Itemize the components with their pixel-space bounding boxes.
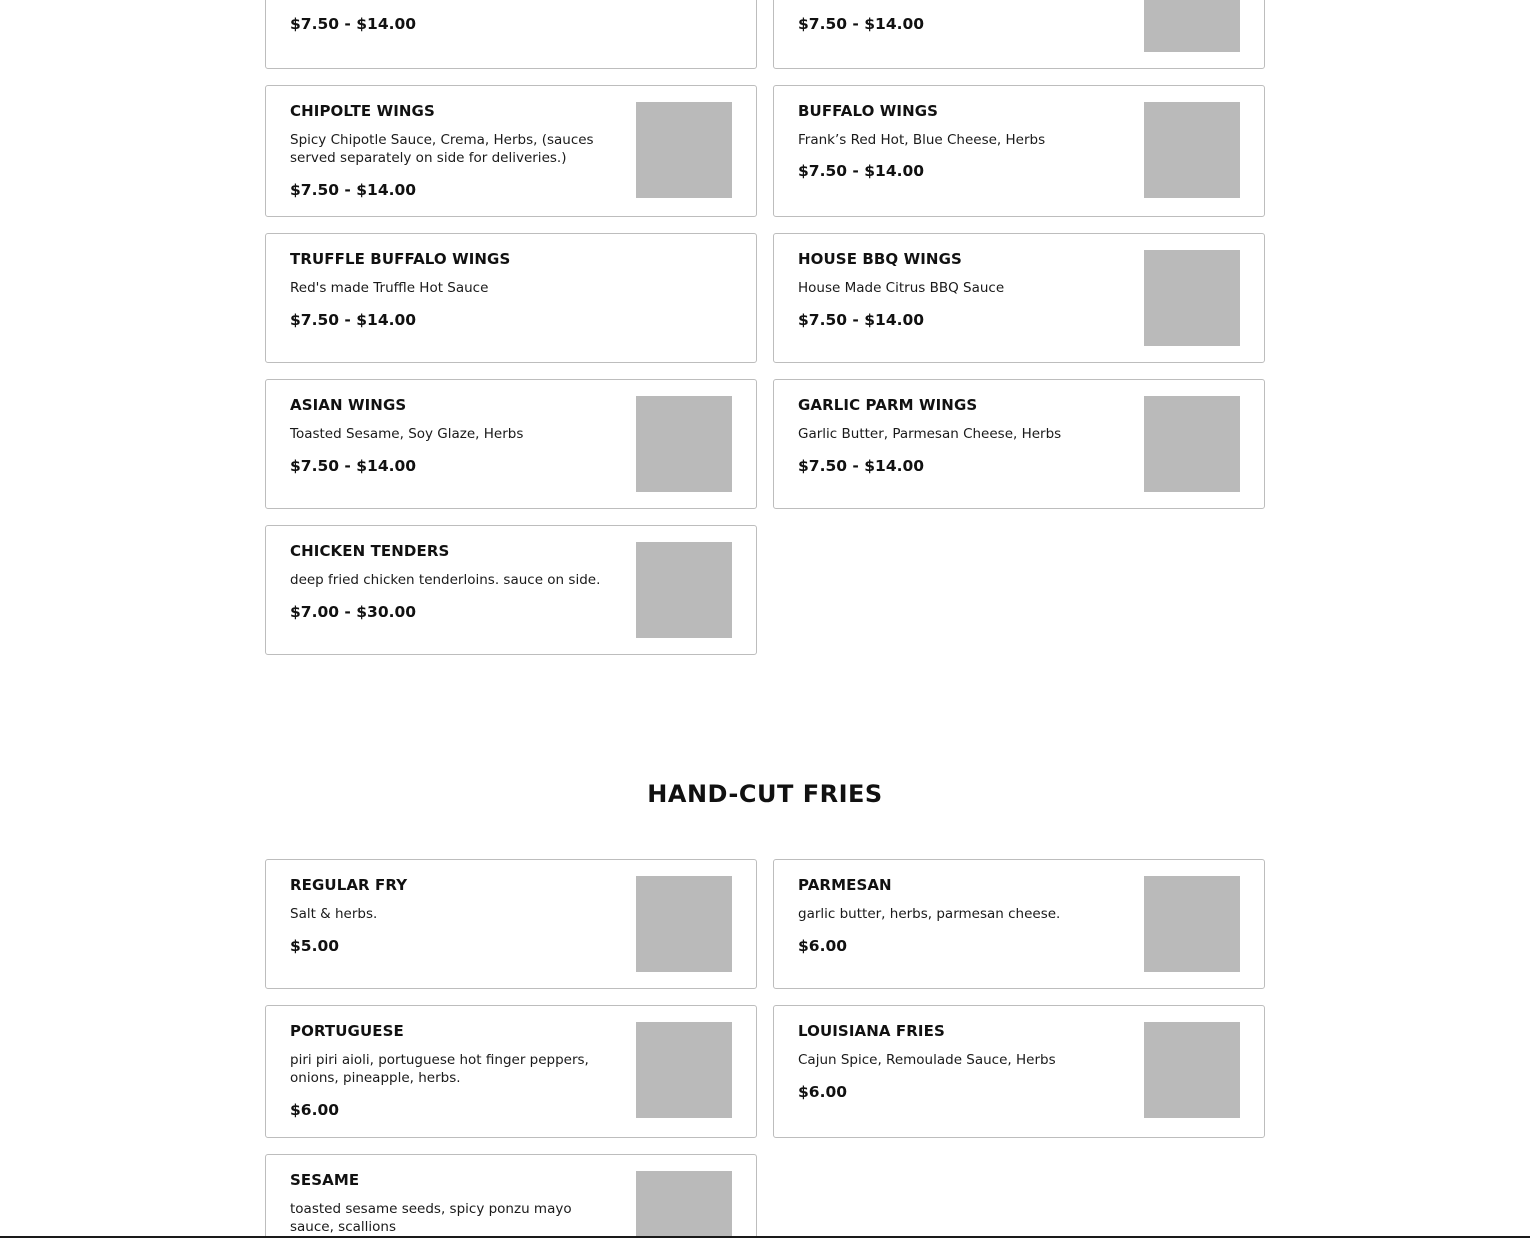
menu-item-card[interactable]: [265, 85, 757, 217]
menu-item-price: $7.50 - $14.00: [290, 15, 417, 33]
menu-item-price: $7.50 - $14.00: [798, 457, 925, 475]
menu-item-price: $7.50 - $14.00: [290, 457, 417, 475]
menu-item-description: piri piri aioli, portuguese hot finger peppers, onions, pineapple, herbs.: [290, 1052, 589, 1086]
menu-item-description: garlic butter, herbs, parmesan cheese.: [798, 906, 1061, 922]
menu-item-price: $6.00: [798, 1083, 848, 1101]
menu-item-card[interactable]: [265, 0, 757, 69]
menu-item-name: HOUSE BBQ WINGS: [798, 250, 962, 268]
menu-item-card[interactable]: [265, 525, 757, 655]
menu-item-price: $7.50 - $14.00: [798, 15, 925, 33]
menu-item-description: Garlic Butter, Parmesan Cheese, Herbs: [798, 426, 1062, 442]
menu-item-name: CHIPOLTE WINGS: [290, 102, 435, 120]
menu-item-description: toasted sesame seeds, spicy ponzu mayo sauce, scallions: [290, 1201, 572, 1235]
menu-item-description: Salt & herbs.: [290, 906, 378, 922]
menu-item-name: TRUFFLE BUFFALO WINGS: [290, 250, 511, 268]
menu-item-card[interactable]: [773, 233, 1265, 363]
menu-item-image: [1144, 1022, 1240, 1118]
menu-item-card[interactable]: [773, 379, 1265, 509]
menu-item-card[interactable]: [773, 85, 1265, 217]
menu-item-card[interactable]: [265, 859, 757, 989]
menu-item-price: $6.00: [290, 1101, 340, 1119]
menu-item-description: deep fried chicken tenderloins. sauce on side.: [290, 572, 601, 588]
menu-item-price: $7.50 - $14.00: [798, 311, 925, 329]
menu-item-image: [1144, 396, 1240, 492]
menu-item-card[interactable]: [773, 1005, 1265, 1138]
menu-item-description: House Made Citrus BBQ Sauce: [798, 280, 1005, 296]
menu-item-card[interactable]: [773, 0, 1265, 69]
menu-item-name: PARMESAN: [798, 876, 892, 894]
menu-item-price: $7.50 - $14.00: [798, 162, 925, 180]
menu-item-image: [636, 396, 732, 492]
menu-item-description: Frank’s Red Hot, Blue Cheese, Herbs: [798, 132, 1046, 148]
menu-item-name: CHICKEN TENDERS: [290, 542, 450, 560]
menu-item-name: ASIAN WINGS: [290, 396, 407, 414]
menu-item-name: BUFFALO WINGS: [798, 102, 939, 120]
menu-item-image: [636, 1171, 732, 1238]
menu-item-image: [1144, 102, 1240, 198]
menu-item-image: [636, 876, 732, 972]
menu-item-name: GARLIC PARM WINGS: [798, 396, 978, 414]
menu-item-card[interactable]: [773, 859, 1265, 989]
menu-item-name: PORTUGUESE: [290, 1022, 404, 1040]
menu-item-description: Spicy Chipotle Sauce, Crema, Herbs, (sauces served separately on side for deliveries.): [290, 132, 594, 166]
menu-item-card[interactable]: [265, 379, 757, 509]
menu-item-price: $7.50 - $14.00: [290, 311, 417, 329]
menu-item-card[interactable]: [265, 1154, 757, 1238]
menu-item-price: $6.00: [798, 937, 848, 955]
menu-item-image: [636, 542, 732, 638]
menu-item-name: LOUISIANA FRIES: [798, 1022, 945, 1040]
menu-item-description: Red's made Truffle Hot Sauce: [290, 280, 489, 296]
menu-item-card[interactable]: [265, 1005, 757, 1138]
menu-item-name: REGULAR FRY: [290, 876, 408, 894]
menu-item-image: [1144, 876, 1240, 972]
menu-item-description: Toasted Sesame, Soy Glaze, Herbs: [290, 426, 524, 442]
menu-item-image: [1144, 250, 1240, 346]
menu-item-card[interactable]: [265, 233, 757, 363]
section-title: HAND-CUT FRIES: [647, 780, 883, 808]
menu-item-price: $5.00: [290, 937, 340, 955]
menu-item-price: $7.50 - $14.00: [290, 181, 417, 199]
menu-item-image: [636, 1022, 732, 1118]
menu-item-price: $7.00 - $30.00: [290, 603, 417, 621]
menu-item-description: Cajun Spice, Remoulade Sauce, Herbs: [798, 1052, 1056, 1068]
menu-item-image: [1144, 0, 1240, 52]
menu-item-name: SESAME: [290, 1171, 360, 1189]
menu-item-image: [636, 102, 732, 198]
